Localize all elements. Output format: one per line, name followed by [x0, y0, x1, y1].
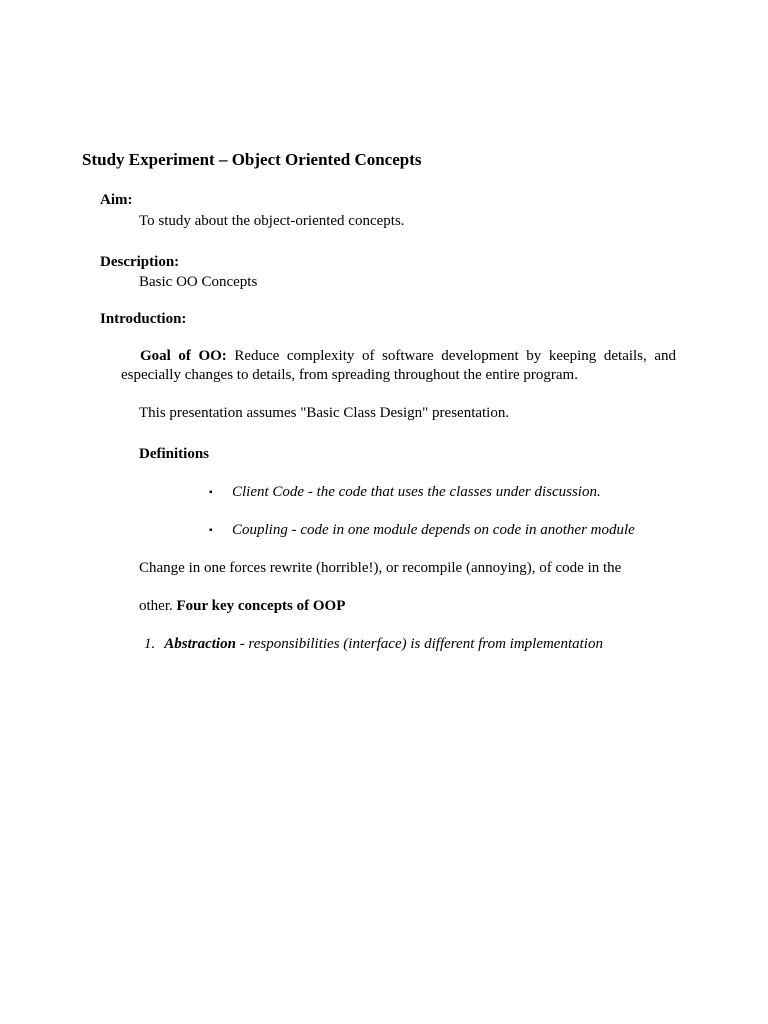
definitions-heading: Definitions	[139, 446, 210, 462]
definition-item: Coupling - code in one module depends on code in another module	[232, 522, 635, 538]
aim-heading: Aim:	[100, 192, 133, 208]
goal-text: Reduce complexity of software development by keeping details, and especially changes to details, from spreading throughout the entire program.	[121, 348, 676, 383]
bullet-marker: ▪	[209, 525, 213, 536]
concept-term: Abstraction	[164, 636, 236, 652]
other-text: other.	[139, 598, 177, 614]
other-line	[139, 597, 345, 615]
goal-label: Goal of OO:	[140, 348, 227, 364]
concept-number: 1.	[144, 636, 156, 652]
concept-description: - responsibilities (interface) is different from implementation	[235, 636, 603, 652]
bullet-marker: ▪	[209, 487, 213, 498]
description-text: Basic OO Concepts	[139, 274, 258, 290]
concept-item	[144, 635, 603, 653]
goal-paragraph	[121, 347, 676, 385]
change-text: Change in one forces rewrite (horrible!), or recompile (annoying), of code in the	[139, 560, 622, 576]
definition-item: Client Code - the code that uses the classes under discussion.	[232, 484, 601, 500]
page-title: Study Experiment – Object Oriented Concepts	[82, 150, 422, 169]
aim-text: To study about the object-oriented concepts.	[139, 213, 405, 229]
presentation-note: This presentation assumes "Basic Class Design" presentation.	[139, 405, 510, 421]
introduction-heading: Introduction:	[100, 311, 187, 327]
four-key-heading: Four key concepts of OOP	[176, 598, 346, 614]
description-heading: Description:	[100, 254, 180, 270]
